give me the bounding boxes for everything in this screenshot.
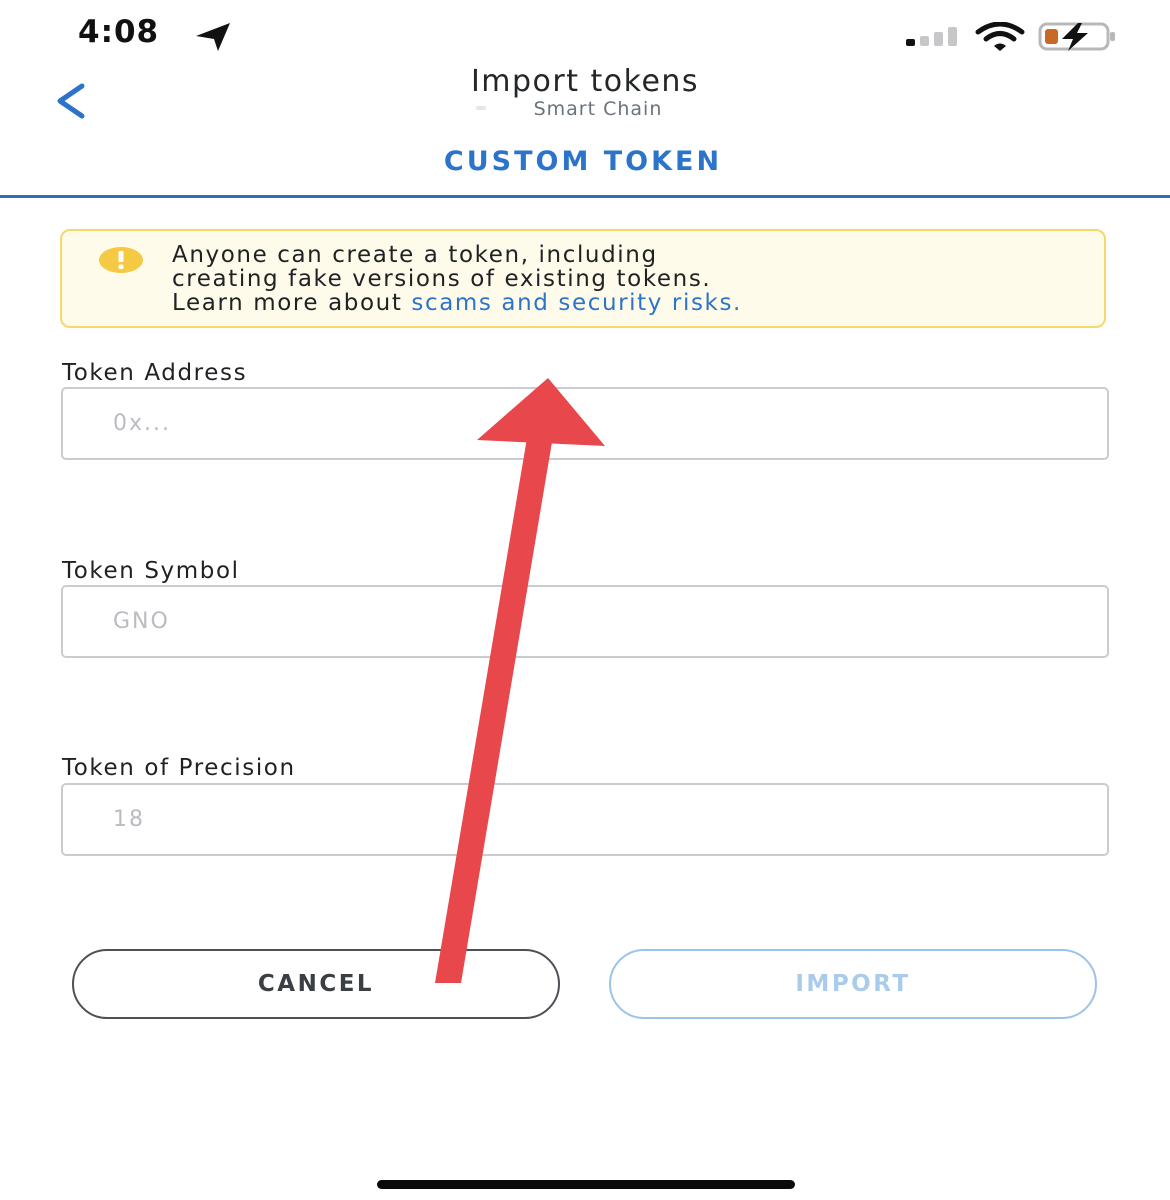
- warning-line-1: Anyone can create a token, including: [172, 242, 658, 268]
- token-address-input[interactable]: [61, 387, 1109, 460]
- import-button[interactable]: IMPORT: [609, 949, 1097, 1019]
- location-arrow-icon: [193, 20, 233, 54]
- token-symbol-input[interactable]: [61, 585, 1109, 658]
- token-symbol-label: Token Symbol: [62, 558, 240, 584]
- exclamation-circle-icon: [98, 246, 144, 274]
- page-title: Import tokens: [470, 64, 700, 99]
- token-precision-input[interactable]: [61, 783, 1109, 856]
- wifi-icon: [975, 22, 1025, 52]
- token-address-label: Token Address: [62, 360, 248, 386]
- warning-text: [172, 243, 1072, 315]
- scams-security-link[interactable]: scams and security risks.: [411, 290, 742, 316]
- cellular-signal-icon: [906, 26, 960, 46]
- tab-underline: [0, 195, 1170, 198]
- cancel-button[interactable]: CANCEL: [72, 949, 560, 1019]
- annotation-arrow-shaft: [435, 438, 552, 983]
- network-name: Smart Chain: [533, 98, 663, 120]
- battery-charging-icon: [1038, 20, 1118, 52]
- warning-line-3: [172, 291, 1072, 315]
- warning-line-2: creating fake versions of existing tokens.: [172, 266, 712, 292]
- home-indicator: [377, 1180, 795, 1189]
- token-precision-label: Token of Precision: [62, 755, 296, 781]
- tab-custom-token[interactable]: CUSTOM TOKEN: [443, 146, 723, 177]
- status-time: 4:08: [78, 14, 160, 50]
- warning-line-3-prefix: Learn more about: [172, 290, 412, 316]
